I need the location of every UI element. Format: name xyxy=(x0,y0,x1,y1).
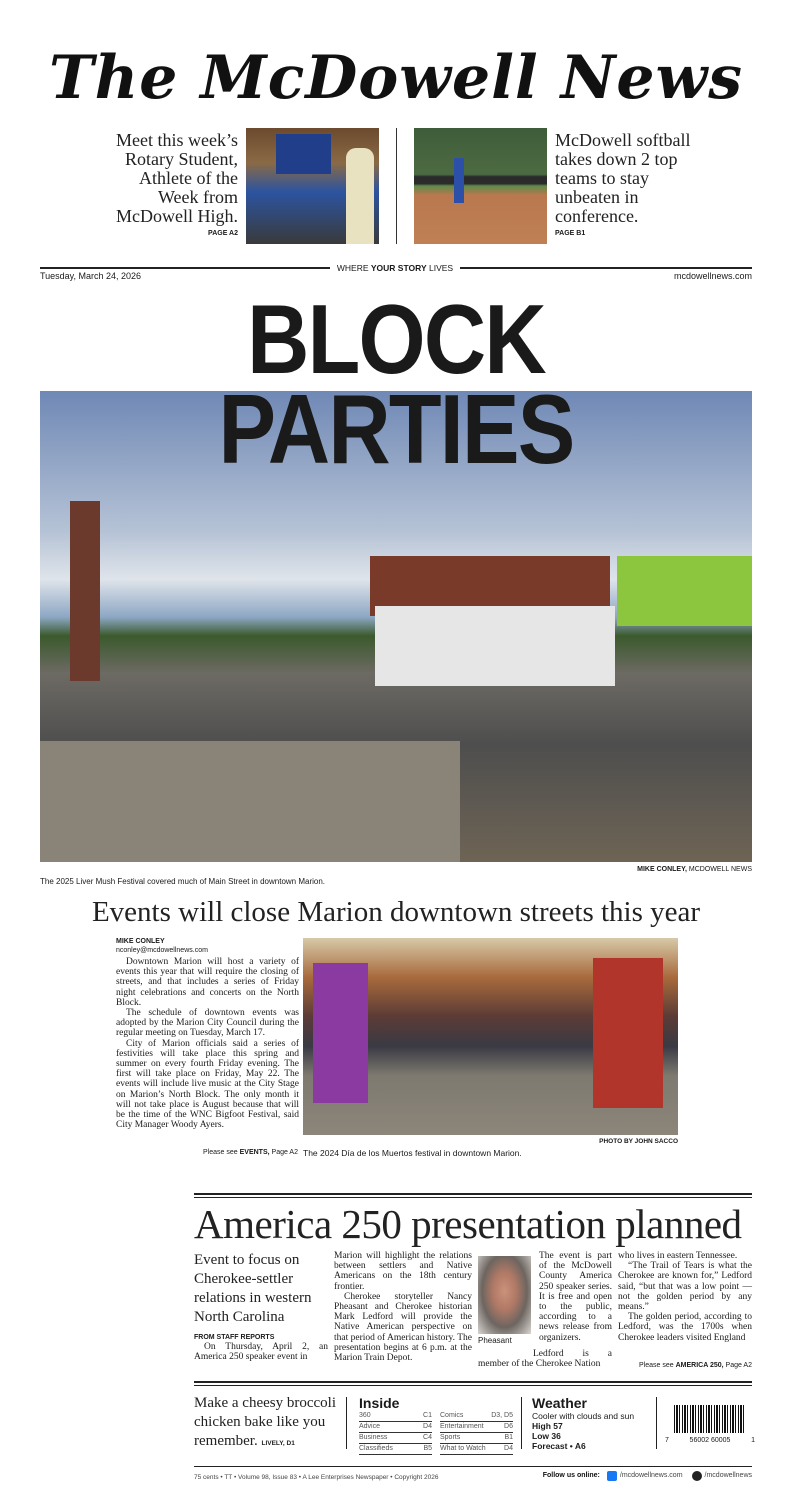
barcode xyxy=(674,1405,746,1433)
inside-index xyxy=(359,1395,513,1455)
paragraph: The golden period, according to Ledford, was the 1700s when Cherokee leaders visited England xyxy=(618,1312,752,1343)
facebook-link[interactable]: /mcdowellnews.com xyxy=(619,1472,683,1479)
rule xyxy=(194,1193,752,1198)
photo-sidewalk xyxy=(40,741,460,862)
story2-col3: The event is part of the McDowell County America 250 speaker series. It is free and open to the public, according to a news release from organizers. xyxy=(539,1251,612,1343)
story2-col3b: Ledford is a member of the Cherokee Nation xyxy=(478,1349,612,1370)
promo[interactable]: Make a cheesy broccoli chicken bake like you remember. LIVELY, D1 xyxy=(194,1395,337,1449)
weather-forecast: Forecast • A6 xyxy=(532,1441,586,1451)
footer-social: Follow us online: /mcdowellnews.com /mcdowellnews xyxy=(542,1472,752,1479)
story1-photo-credit: PHOTO BY JOHN SACCO xyxy=(599,1138,678,1145)
rule xyxy=(194,1381,752,1386)
photo-dancer xyxy=(593,958,663,1108)
photo-dancer xyxy=(313,963,368,1103)
rule xyxy=(194,1466,752,1467)
byline-email[interactable]: nconley@mcdowellnews.com xyxy=(116,947,208,954)
teaser-page: PAGE A2 xyxy=(208,230,238,237)
photo-tent-green xyxy=(617,556,752,626)
story1-body xyxy=(116,938,299,1130)
softball-photo[interactable] xyxy=(414,128,547,244)
photo-tents xyxy=(375,606,615,686)
rotary-banner xyxy=(276,134,331,174)
weather-low: Low 36 xyxy=(532,1431,561,1441)
paragraph: Marion will highlight the relations between settlers and Native Americans on the 18th century frontier. xyxy=(334,1251,472,1292)
story2-col4 xyxy=(618,1251,752,1343)
footer-info: 75 cents • TT • Volume 98, Issue 83 • A Lee Enterprises Newspaper • Copyright 2026 xyxy=(194,1474,439,1481)
index-item[interactable]: Sports B1 xyxy=(440,1433,513,1444)
paragraph: City of Marion officials said a series of festivities will take place this spring and summer on every fourth Friday evening. The first will take place on Friday, May 22. The events will include live music at the City Stage on Marion’s North Block. The only month it will not take place is August because that will be the time of the WNC Bigfoot Festival, said City Manager Woody Ayers. xyxy=(116,1038,299,1131)
paragraph: On Thursday, April 2, an America 250 speaker event in xyxy=(194,1342,328,1363)
facebook-icon[interactable] xyxy=(607,1471,617,1481)
byline: MIKE CONLEY xyxy=(116,938,165,945)
weather-high: High 57 xyxy=(532,1421,563,1431)
paragraph: The schedule of downtown events was adopted by the Marion City Council during the regular meeting on Tuesday, March 17. xyxy=(116,1008,299,1039)
index-item[interactable]: Entertainment D6 xyxy=(440,1422,513,1433)
story1-headline[interactable]: Events will close Marion downtown streets this year xyxy=(91,896,701,928)
teaser-page: PAGE B1 xyxy=(555,230,586,237)
index-item[interactable]: Classifieds B5 xyxy=(359,1444,432,1455)
story1-photo-caption: The 2024 Día de los Muertos festival in downtown Marion. xyxy=(303,1148,522,1158)
masthead[interactable]: The McDowell News xyxy=(48,43,744,113)
paragraph: Downtown Marion will host a variety of events this year that will require the closing of streets, and that includes a series of Friday night celebrations and concerts on the North Block. xyxy=(116,957,299,1008)
x-icon[interactable] xyxy=(692,1471,702,1481)
tagline: WHERE YOUR STORY LIVES xyxy=(336,263,454,273)
rotary-photo[interactable] xyxy=(246,128,379,244)
rule xyxy=(40,267,330,269)
index-item[interactable]: What to Watch D4 xyxy=(440,1444,513,1455)
lead-credit: MIKE CONLEY, MCDOWELL NEWS xyxy=(637,866,752,873)
pheasant-mugshot xyxy=(478,1256,531,1334)
story2-jump[interactable]: Please see AMERICA 250, Page A2 xyxy=(639,1362,752,1369)
paragraph: “The Trail of Tears is what the Cherokee are known for,” Ledford said, “but that was a low point — not the golden period by any means.” xyxy=(618,1261,752,1313)
byline: FROM STAFF REPORTS xyxy=(194,1334,275,1341)
teaser-rotary[interactable] xyxy=(100,131,238,237)
photo-steeple xyxy=(70,501,100,681)
divider xyxy=(346,1397,347,1449)
index-item[interactable]: Advice D4 xyxy=(359,1422,432,1433)
x-link[interactable]: /mcdowellnews xyxy=(704,1472,752,1479)
story2-col2 xyxy=(334,1251,472,1363)
teaser-softball[interactable] xyxy=(555,131,695,237)
divider xyxy=(656,1397,657,1449)
teaser-divider xyxy=(396,128,397,244)
barcode-digits: 7 56002 60005 1 xyxy=(665,1437,755,1444)
inside-title: Inside xyxy=(359,1395,400,1411)
index-item[interactable]: Comics D3, D5 xyxy=(440,1411,513,1422)
rule xyxy=(460,267,752,269)
divider xyxy=(521,1397,522,1449)
photo-figure xyxy=(454,158,464,203)
index-item[interactable]: Business C4 xyxy=(359,1433,432,1444)
index-item[interactable]: 360 C1 xyxy=(359,1411,432,1422)
teaser-text: Meet this week’s Rotary Student, Athlete of the Week from McDowell High. xyxy=(116,130,238,226)
story2-headline[interactable]: America 250 presentation planned xyxy=(194,1201,742,1247)
weather[interactable] xyxy=(532,1395,652,1451)
paragraph: who lives in eastern Tennessee. xyxy=(618,1251,738,1261)
weather-title: Weather xyxy=(532,1395,587,1411)
weather-summary: Cooler with clouds and sun xyxy=(532,1411,635,1421)
story1-photo[interactable] xyxy=(303,938,678,1135)
lead-headline[interactable]: BLOCK PARTIES xyxy=(218,284,574,484)
story2-col1 xyxy=(194,1251,328,1362)
lead-caption: The 2025 Liver Mush Festival covered much of Main Street in downtown Marion. xyxy=(40,877,326,886)
paragraph: Cherokee storyteller Nancy Pheasant and Cherokee historian Mark Ledford will provide the Native American perspective on that period of American history. The presentation begins at 6 p.m. at the Marion Train Depot. xyxy=(334,1291,472,1364)
mug-caption: Pheasant xyxy=(478,1336,512,1345)
teaser-text: McDowell softball takes down 2 top teams to stay unbeaten in conference. xyxy=(555,130,691,226)
website[interactable]: mcdowellnews.com xyxy=(673,271,752,281)
story2-deck: Event to focus on Cherokee-settler relations in western North Carolina xyxy=(194,1252,312,1325)
story1-jump[interactable]: Please see EVENTS, Page A2 xyxy=(203,1149,298,1156)
date: Tuesday, March 24, 2026 xyxy=(40,271,142,281)
photo-figure xyxy=(346,148,374,244)
